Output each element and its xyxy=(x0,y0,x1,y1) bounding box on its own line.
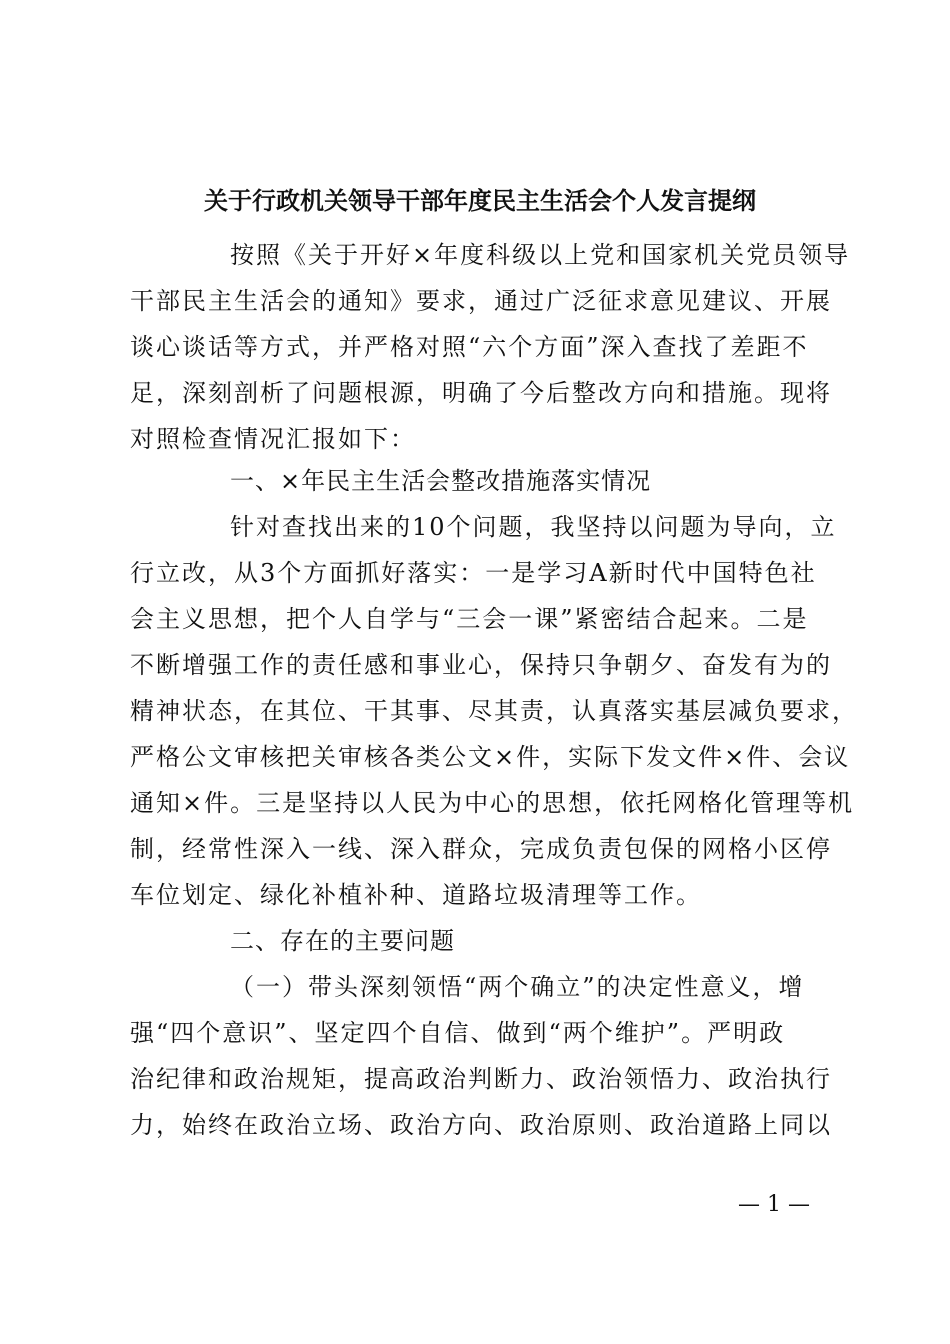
paragraph-line: 按照《关于开好×年度科级以上党和国家机关党员领导 xyxy=(230,241,851,269)
page-number: — 1 — xyxy=(738,1192,810,1217)
paragraph-line: 会主义思想，把个人自学与“三会一课”紧密结合起来。二是 xyxy=(130,605,809,633)
paragraph-line: 治纪律和政治规矩，提高政治判断力、政治领悟力、政治执行 xyxy=(130,1065,832,1093)
paragraph-line: 不断增强工作的责任感和事业心，保持只争朝夕、奋发有为的 xyxy=(130,651,832,679)
document-title: 关于行政机关领导干部年度民主生活会个人发言提纲 xyxy=(204,186,756,215)
paragraph-line: 行立改，从3个方面抓好落实：一是学习A新时代中国特色社 xyxy=(130,559,817,587)
paragraph-line: 足，深刻剖析了问题根源，明确了今后整改方向和措施。现将 xyxy=(130,379,832,407)
paragraph-line: 谈心谈话等方式，并严格对照“六个方面”深入查找了差距不 xyxy=(130,333,809,361)
paragraph-line: 干部民主生活会的通知》要求，通过广泛征求意见建议、开展 xyxy=(130,287,832,315)
paragraph-line: 严格公文审核把关审核各类公文×件，实际下发文件×件、会议 xyxy=(130,743,851,771)
paragraph-line: 针对查找出来的10个问题，我坚持以问题为导向，立 xyxy=(230,513,837,541)
paragraph-line: 制，经常性深入一线、深入群众，完成负责包保的网格小区停 xyxy=(130,835,832,863)
section1-paragraph xyxy=(130,504,858,918)
paragraph-line: 对照检查情况汇报如下： xyxy=(130,425,416,453)
paragraph-line: （一）带头深刻领悟“两个确立”的决定性意义，增 xyxy=(230,973,805,1001)
paragraph-line: 精神状态，在其位、干其事、尽其责，认真落实基层减负要求， xyxy=(130,697,858,725)
section2-paragraph xyxy=(130,964,830,1148)
paragraph-line: 力，始终在政治立场、政治方向、政治原则、政治道路上同以 xyxy=(130,1111,832,1139)
intro-paragraph xyxy=(130,232,851,462)
section-heading-2: 二、存在的主要问题 xyxy=(230,927,455,955)
paragraph-line: 强“四个意识”、坚定四个自信、做到“两个维护”。严明政 xyxy=(130,1019,786,1047)
paragraph-line: 通知×件。三是坚持以人民为中心的思想，依托网格化管理等机 xyxy=(130,789,855,817)
section-heading-1: 一、×年民主生活会整改措施落实情况 xyxy=(230,467,652,495)
paragraph-line: 车位划定、绿化补植补种、道路垃圾清理等工作。 xyxy=(130,881,702,909)
